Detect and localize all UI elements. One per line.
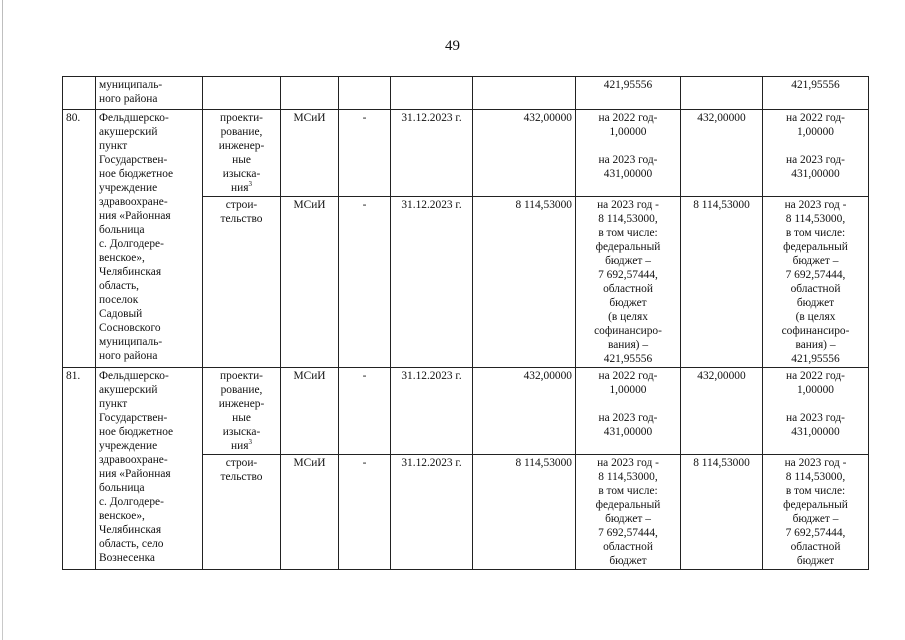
text-line: в том числе: [785, 227, 846, 239]
cell-dash: - [339, 197, 391, 368]
text-line: 1,00000 [796, 384, 835, 396]
cell-org: МСиИ [281, 455, 339, 570]
text-line: здравоохране- [99, 454, 168, 466]
cell-work [203, 77, 281, 110]
text-line [206, 456, 277, 470]
work-text: изыска- [222, 168, 261, 180]
spacer [579, 397, 677, 411]
text-line: Садовый [99, 308, 143, 320]
cell-years-b [763, 110, 869, 197]
text-line: 431,00000 [791, 168, 840, 180]
text-line: с. Долгодере- [99, 238, 164, 250]
cell-name [96, 110, 203, 368]
cell-years-b [763, 455, 869, 570]
text-line: 7 692,57444, [598, 527, 658, 539]
text-line: Фельдшерско- [99, 112, 169, 124]
text-line: пункт [99, 140, 128, 152]
cell-cost2 [681, 77, 763, 110]
text-line: (в целях [795, 311, 836, 323]
text-line: на 2023 год- [786, 412, 845, 424]
cell-cost2: 8 114,53000 [681, 197, 763, 368]
cell-org [281, 77, 339, 110]
text-line: учреждение [99, 440, 158, 452]
work-text: проекти- [220, 112, 263, 124]
text-line: учреждение [99, 182, 158, 194]
text-line: Сосновского [99, 322, 161, 334]
work-text: ния [231, 440, 249, 452]
text-line: 1,00000 [609, 126, 647, 138]
cell-dash: - [339, 455, 391, 570]
text-line: 421,95556 [791, 353, 840, 365]
text-line: областной [603, 541, 653, 553]
text-line [206, 167, 277, 181]
text-line: в том числе: [598, 227, 658, 239]
cell-cost: 8 114,53000 [473, 455, 576, 570]
work-text: рование, [220, 126, 263, 138]
text-line: 7 692,57444, [785, 527, 846, 539]
cell-dash: - [339, 368, 391, 455]
text-line: на 2023 год - [784, 457, 847, 469]
cell-num: 80. [63, 110, 96, 368]
cell-cost [473, 77, 576, 110]
cell-cost: 432,00000 [473, 368, 576, 455]
text-line [206, 411, 277, 425]
text-line: пункт [99, 398, 128, 410]
text-line: ное бюджетное [99, 426, 174, 438]
work-text: проекти- [220, 370, 263, 382]
cell-work [203, 368, 281, 455]
text-line: на 2022 год- [598, 112, 658, 124]
work-text: инженер- [218, 398, 265, 410]
table-row-continuation [63, 77, 869, 110]
work-text: изыска- [222, 426, 261, 438]
text-line [206, 125, 277, 139]
text-line: вания) – [607, 339, 649, 351]
text-line: софинансиро- [781, 325, 850, 337]
text-line: на 2023 год - [597, 199, 659, 211]
cell-years-b [763, 368, 869, 455]
cell-date: 31.12.2023 г. [391, 197, 473, 368]
text-line: ного района [99, 350, 158, 362]
text-line [206, 439, 277, 453]
spacer [766, 397, 865, 411]
text-line: областной [790, 541, 841, 553]
text-line: на 2022 год- [786, 370, 845, 382]
cell-org: МСиИ [281, 197, 339, 368]
text-line: акушерский [99, 384, 158, 396]
work-text: строи- [225, 199, 258, 211]
text-line: Челябинская [99, 524, 162, 536]
text-line: ния «Районная [99, 468, 171, 480]
text-line: 421,95556 [603, 353, 653, 365]
text-line: на 2022 год- [786, 112, 845, 124]
work-text: тельство [220, 213, 263, 225]
text-line: с. Долгодере- [99, 496, 164, 508]
text-line [206, 111, 277, 125]
text-line: 1,00000 [796, 126, 835, 138]
text-line: Челябинская [99, 266, 162, 278]
cell-date [391, 77, 473, 110]
text-line: 8 114,53000, [785, 471, 846, 483]
text-line: бюджет [609, 297, 647, 309]
text-line: больница [99, 224, 145, 236]
text-line: ния «Районная [99, 210, 171, 222]
cell-years-a [576, 368, 681, 455]
text-line: федеральный [595, 241, 661, 253]
text-line: здравоохране- [99, 196, 168, 208]
text-line: на 2023 год- [786, 154, 845, 166]
work-text: ния [231, 182, 249, 194]
cell-years-a [576, 455, 681, 570]
footnote-mark: 3 [248, 438, 252, 447]
work-text: рование, [220, 384, 263, 396]
cell-work [203, 110, 281, 197]
text-line: акушерский [99, 126, 158, 138]
text-line: Вознесенка [99, 552, 155, 564]
cell-num: 81. [63, 368, 96, 570]
text-line: Государствен- [99, 154, 168, 166]
text-line: 7 692,57444, [598, 269, 658, 281]
text-line: бюджет [796, 297, 835, 309]
text-line: (в целях [608, 311, 648, 323]
text-line: 8 114,53000, [598, 471, 658, 483]
text-line: бюджет [609, 555, 647, 567]
text-line: венское», [99, 252, 145, 264]
text-line: 431,00000 [603, 426, 653, 438]
cell-dash [339, 77, 391, 110]
cell-years-a: 421,95556 [576, 77, 681, 110]
cell-org: МСиИ [281, 110, 339, 197]
text-line [206, 369, 277, 383]
cell-dash: - [339, 110, 391, 197]
text-line: область, село [99, 538, 164, 550]
text-line: федеральный [783, 499, 848, 511]
text-line [206, 181, 277, 195]
text-line: на 2023 год - [784, 199, 847, 211]
text-line: федеральный [595, 499, 661, 511]
text-line: Фельдшерско- [99, 370, 169, 382]
text-line: область, [99, 280, 140, 292]
table-row [63, 110, 869, 197]
text-line: Государствен- [99, 412, 168, 424]
cell-org: МСиИ [281, 368, 339, 455]
text-line: на 2023 год - [597, 457, 659, 469]
text-line: областной [790, 283, 841, 295]
text-line: вания) – [795, 339, 836, 351]
text-line: бюджет [796, 555, 835, 567]
cell-years-a [576, 110, 681, 197]
text-line: муниципаль- [99, 336, 163, 348]
table-row [63, 368, 869, 455]
text-line: 7 692,57444, [785, 269, 846, 281]
cell-cost2: 432,00000 [681, 110, 763, 197]
text-line [206, 198, 277, 212]
text-line: венское», [99, 510, 145, 522]
text-line: областной [603, 283, 653, 295]
page-number: 49 [445, 38, 460, 54]
work-text: тельство [220, 471, 263, 483]
cell-work [203, 197, 281, 368]
spacer [579, 139, 677, 153]
table-body [63, 77, 869, 570]
cell-name: муниципаль- ного района [96, 77, 203, 110]
text-line: бюджет – [605, 255, 651, 267]
text-line: ное бюджетное [99, 168, 174, 180]
cell-cost: 8 114,53000 [473, 197, 576, 368]
text-line [206, 139, 277, 153]
cell-date: 31.12.2023 г. [391, 110, 473, 197]
text-line: федеральный [783, 241, 848, 253]
cell-cost2: 8 114,53000 [681, 455, 763, 570]
cell-date: 31.12.2023 г. [391, 455, 473, 570]
text-line [206, 425, 277, 439]
text-line: бюджет – [792, 513, 839, 525]
work-text: строи- [225, 457, 258, 469]
cell-years-b [763, 197, 869, 368]
budget-table [62, 76, 869, 570]
text-line: больница [99, 482, 145, 494]
text-line [206, 212, 277, 226]
scan-edge [2, 0, 3, 640]
text-line [206, 153, 277, 167]
text-line: поселок [99, 294, 139, 306]
cell-cost: 432,00000 [473, 110, 576, 197]
text-line: бюджет – [605, 513, 651, 525]
text-line: 431,00000 [791, 426, 840, 438]
cell-years-b: 421,95556 [763, 77, 869, 110]
text-line: софинансиро- [594, 325, 662, 337]
cell-date: 31.12.2023 г. [391, 368, 473, 455]
text-line: 8 114,53000, [598, 213, 658, 225]
spacer [766, 139, 865, 153]
work-text: ные [232, 412, 251, 424]
text-line: бюджет – [792, 255, 839, 267]
text-line: в том числе: [785, 485, 846, 497]
text-line: на 2023 год- [598, 154, 658, 166]
text-line: 8 114,53000, [785, 213, 846, 225]
text-line [206, 470, 277, 484]
text-line: 1,00000 [609, 384, 647, 396]
footnote-mark: 3 [248, 180, 252, 189]
work-text: ные [232, 154, 251, 166]
cell-work [203, 455, 281, 570]
text-line: 431,00000 [603, 168, 653, 180]
text-line: на 2023 год- [598, 412, 658, 424]
text-line: на 2022 год- [598, 370, 658, 382]
work-text: инженер- [218, 140, 265, 152]
cell-num [63, 77, 96, 110]
text-line [206, 397, 277, 411]
text-line [206, 383, 277, 397]
cell-cost2: 432,00000 [681, 368, 763, 455]
cell-years-a [576, 197, 681, 368]
cell-name [96, 368, 203, 570]
text-line: в том числе: [598, 485, 658, 497]
